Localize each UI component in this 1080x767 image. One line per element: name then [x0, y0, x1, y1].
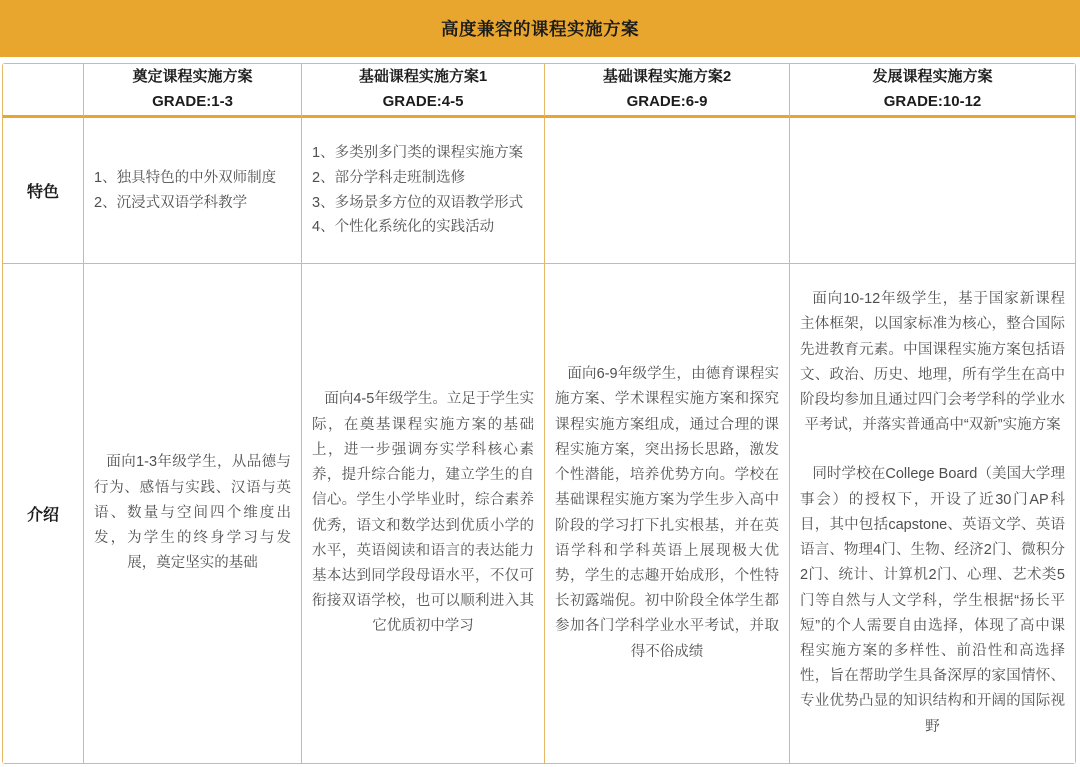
- intro-paragraph: 面向4-5年级学生。立足于学生实际，在奠基课程实施方案的基础上，进一步强调夯实学科核心素养，提升综合能力，建立学生的自信心。学生小学毕业时，综合素养优秀，语文和数学达到优质小学的水平，英语阅读和语言的表达能力基本达到同学段母语水平，不仅可衔接双语学校，也可以顺利进入其它优质初中学习: [312, 391, 534, 635]
- column-grade: GRADE:6-9: [626, 92, 708, 110]
- row-label-features: 特色: [3, 118, 84, 264]
- intro-cell-basic1: [302, 264, 545, 763]
- feature-item: 1、独具特色的中外双师制度: [94, 169, 277, 186]
- column-grade: GRADE:1-3: [152, 92, 233, 110]
- column-header-basic1: [302, 64, 545, 118]
- intro-paragraph: 面向10-12年级学生，基于国家新课程主体框架，以国家标准为核心，整合国际先进教育元素。中国课程实施方案包括语文、政治、历史、地理，所有学生在高中阶段均参加且通过四门会考学科的学业水平考试，并落实普通高中“双新”实施方案: [800, 291, 1065, 434]
- feature-item: 1、多类别多门类的课程实施方案: [312, 144, 524, 161]
- feature-item: 2、沉浸式双语学科教学: [94, 194, 248, 211]
- features-cell-basic1: [302, 118, 545, 264]
- column-title: 基础课程实施方案2: [602, 67, 732, 85]
- curriculum-table: [2, 63, 1076, 764]
- title-bar: [0, 0, 1080, 57]
- feature-item: 2、部分学科走班制选修: [312, 169, 466, 186]
- intro-cell-development: [790, 264, 1075, 763]
- row-label-intro: 介绍: [3, 264, 84, 763]
- intro-cell-foundation: [84, 264, 302, 763]
- corner-cell: [3, 64, 84, 118]
- intro-paragraph: 面向6-9年级学生，由德育课程实施方案、学术课程实施方案和探究课程实施方案组成，通过合理的课程实施方案，突出扬长思路，激发个性潜能，培养优势方向。学校在基础课程实施方案为学生步入高中阶段的学习打下扎实根基，并在英语学科和学科英语上展现极大优势，学生的志趣开始成形，个性特长初露端倪。初中阶段全体学生都参加各门学科学业水平考试，并取得不俗成绩: [555, 366, 779, 660]
- features-cell-basic2: [545, 118, 790, 264]
- column-grade: GRADE:10-12: [883, 92, 982, 110]
- features-cell-development: [790, 118, 1075, 264]
- column-title: 奠定课程实施方案: [132, 67, 253, 85]
- intro-paragraph: 同时学校在College Board（美国大学理事会）的授权下，开设了近30门AP科目，其中包括capstone、英语文学、英语语言、物理4门、生物、经济2门、微积分2门、统计、计算机2门、心理、艺术类5门等自然与人文学科，学生根据“扬长平短”的个人需要自由选择，体现了高中课程实施方案的多样性、前沿性和高选择性，旨在帮助学生具备深厚的家国情怀、专业优势凸显的知识结构和开阔的国际视野: [800, 466, 1065, 735]
- intro-cell-basic2: [545, 264, 790, 763]
- page-title: 高度兼容的课程实施方案: [441, 19, 639, 39]
- feature-item: 3、多场景多方位的双语教学形式: [312, 194, 524, 211]
- features-cell-foundation: [84, 118, 302, 264]
- feature-item: 4、个性化系统化的实践活动: [312, 219, 495, 236]
- column-title: 基础课程实施方案1: [358, 67, 488, 85]
- column-grade: GRADE:4-5: [382, 92, 464, 110]
- column-header-foundation: [84, 64, 302, 118]
- column-header-basic2: [545, 64, 790, 118]
- column-header-development: [790, 64, 1075, 118]
- column-title: 发展课程实施方案: [872, 67, 993, 85]
- intro-paragraph: 面向1-3年级学生，从品德与行为、感悟与实践、汉语与英语、数量与空间四个维度出发，为学生的终身学习与发展，奠定坚实的基础: [94, 454, 291, 572]
